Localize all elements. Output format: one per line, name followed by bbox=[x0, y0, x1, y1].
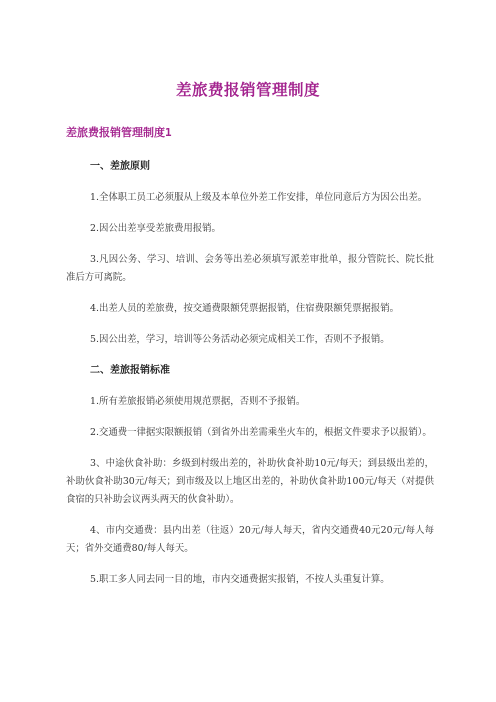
document-body bbox=[66, 158, 434, 602]
paragraph: 2.因公出差享受差旅费用报销。 bbox=[90, 223, 221, 234]
section-heading: 二、差旅报销标准 bbox=[90, 365, 170, 376]
paragraph: 4.出差人员的差旅费，按交通费限额凭票据报销，住宿费限额凭票据报销。 bbox=[90, 303, 399, 314]
paragraph: 4、市内交通费：县内出差（往返）20元/每人每天，省内交通费40元20元/每人每天；省外交通费80/每人每天。 bbox=[66, 525, 434, 554]
section-heading: 一、差旅原则 bbox=[90, 161, 150, 172]
section-reimbursement-standards bbox=[66, 362, 434, 589]
paragraph: 5.因公出差，学习，培训等公务活动必须完成相关工作，否则不予报销。 bbox=[90, 334, 390, 345]
paragraph: 3、中途伙食补助：乡级到村级出差的，补助伙食补助10元/每天；到县级出差的，补助伙食补助30元/每天；到市级及以上地区出差的，补助伙食补助100元/每天（对提供食宿的只补助会议两头两天的伙食补助）。 bbox=[66, 458, 434, 505]
paragraph: 3.凡因公务、学习、培训、会务等出差必须填写派差审批单，报分管院长、院长批准后方可离院。 bbox=[66, 254, 434, 283]
paragraph: 1.全体职工员工必须服从上级及本单位外差工作安排，单位同意后方为因公出差。 bbox=[90, 192, 428, 203]
section-travel-principles bbox=[66, 158, 434, 349]
paragraph: 2.交通费一律据实限额报销（到省外出差需乘坐火车的，根据文件要求予以报销）。 bbox=[90, 427, 432, 438]
document-title: 差旅费报销管理制度 bbox=[175, 81, 320, 99]
paragraph: 5.职工多人同去同一目的地，市内交通费据实报销，不按人头重复计算。 bbox=[90, 574, 390, 585]
paragraph: 1.所有差旅报销必须使用规范票据，否则不予报销。 bbox=[90, 396, 306, 407]
document-subtitle: 差旅费报销管理制度1 bbox=[66, 126, 172, 139]
